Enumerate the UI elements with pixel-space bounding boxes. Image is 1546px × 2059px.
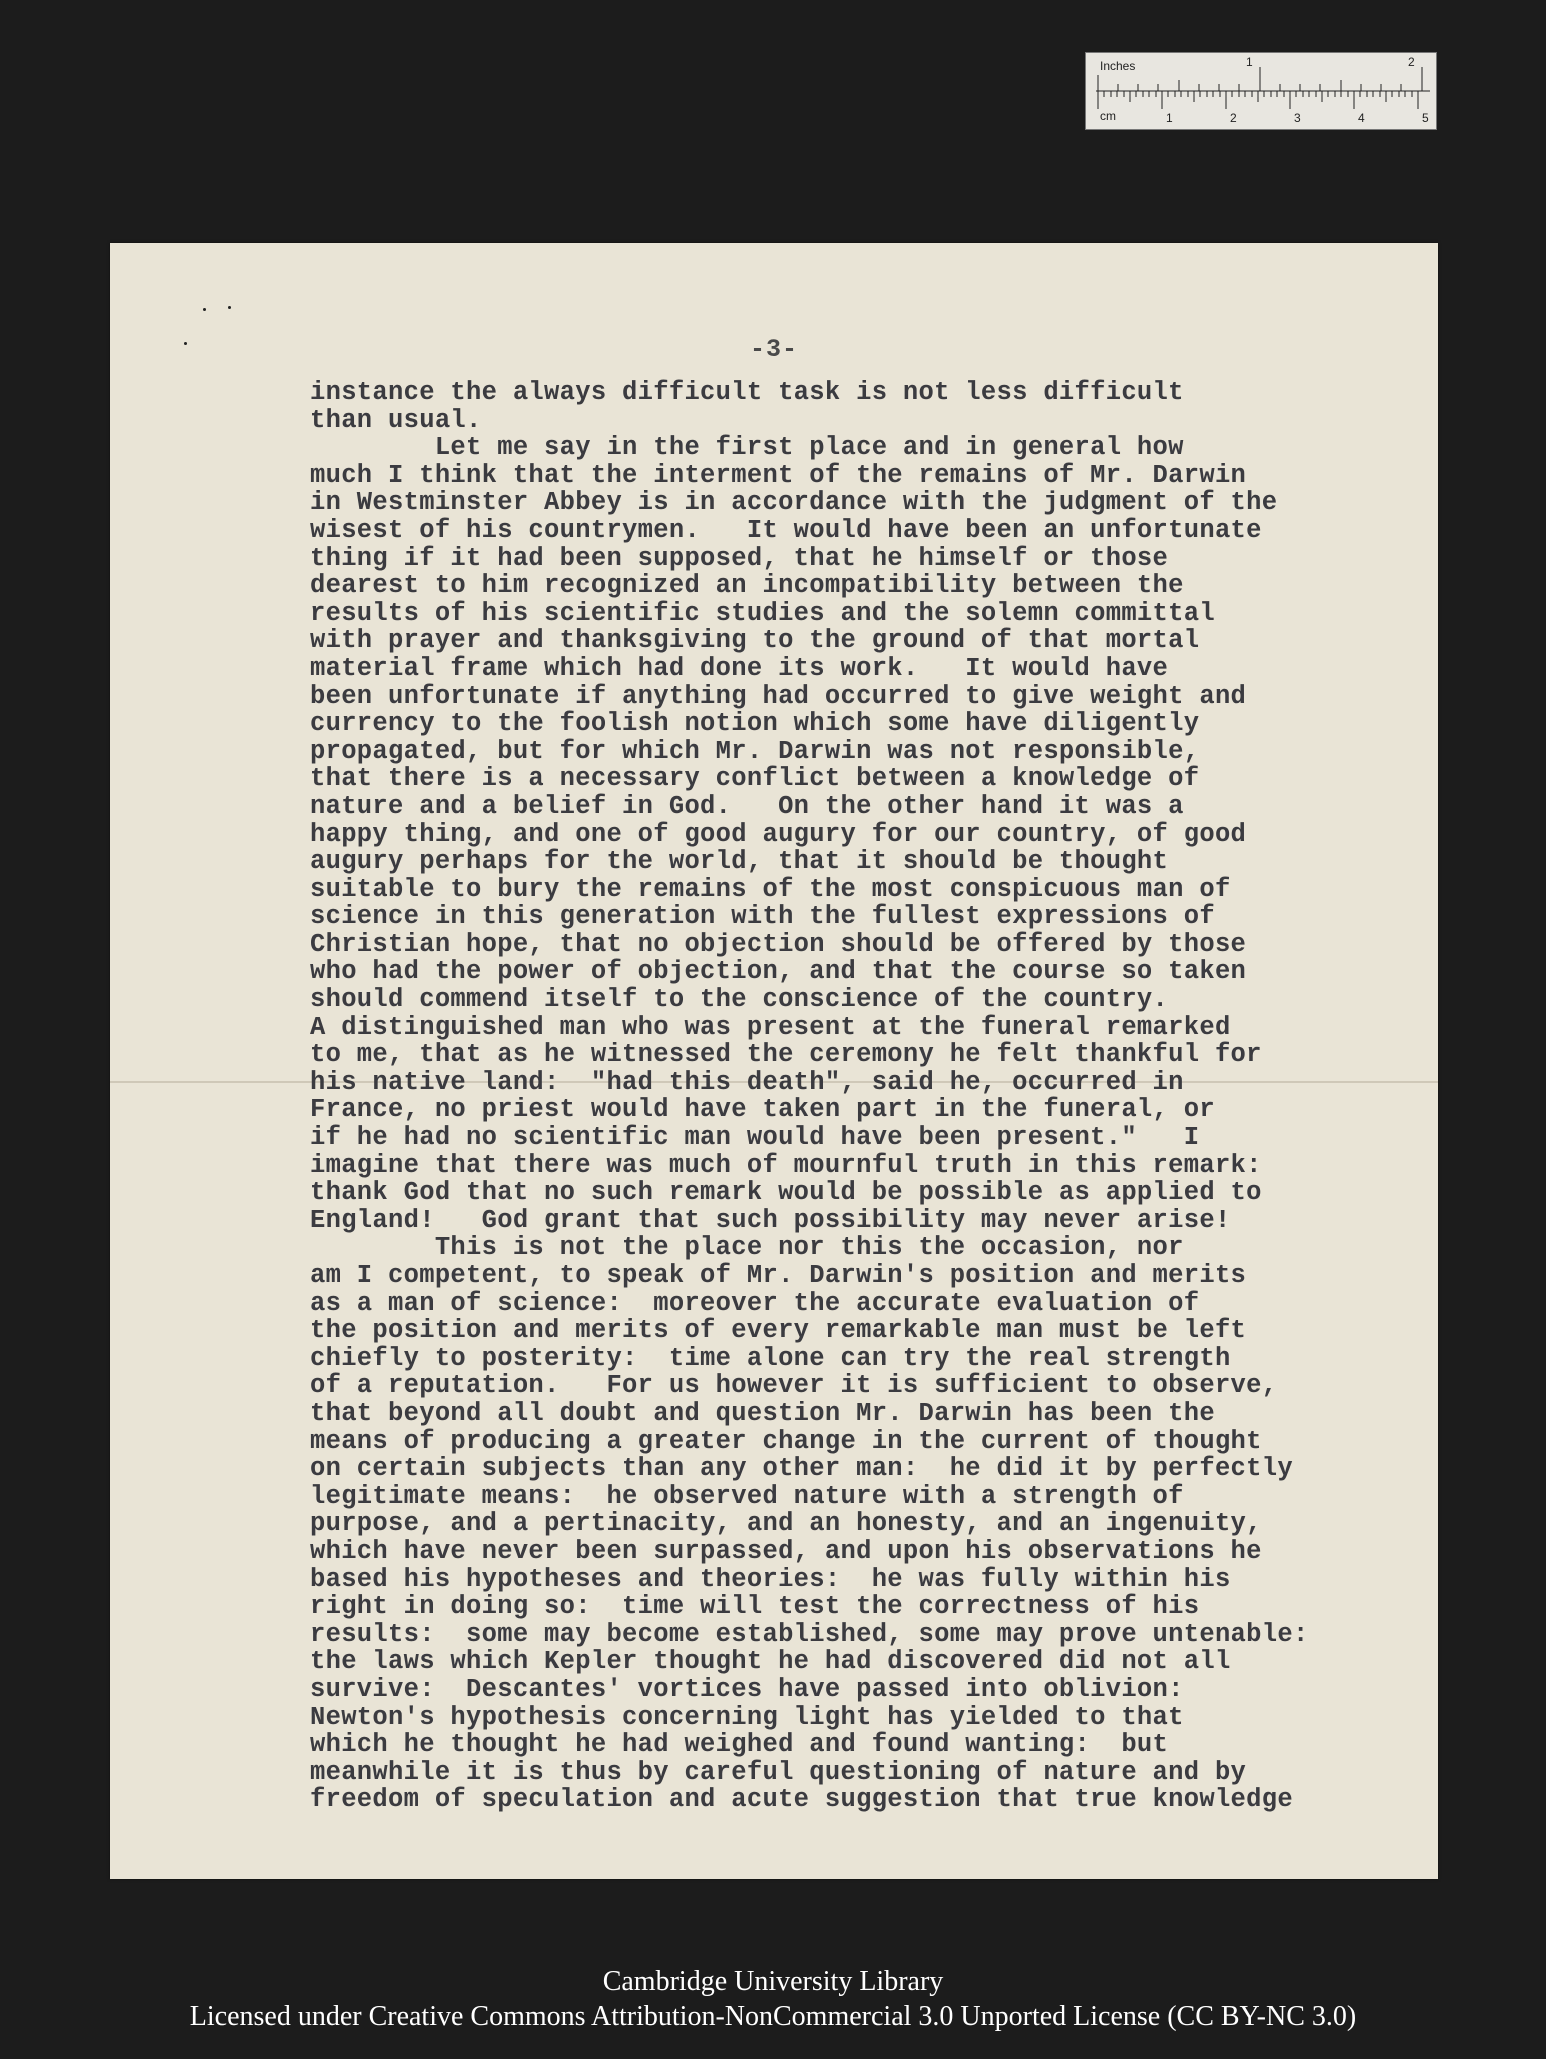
ruler-cm-label: cm <box>1100 109 1116 123</box>
typed-line: which he thought he had weighed and found wanting: but <box>310 1730 1169 1760</box>
typed-line: purpose, and a pertinacity, and an honesty, and an ingenuity, <box>310 1509 1262 1539</box>
typed-line: am I competent, to speak of Mr. Darwin's position and merits <box>310 1261 1247 1290</box>
typed-line: France, no priest would have taken part in the funeral, or <box>310 1095 1215 1125</box>
typed-line: in Westminster Abbey is in accordance with the judgment of the <box>310 488 1278 518</box>
typed-line: of a reputation. For us however it is sufficient to observe, <box>310 1371 1278 1401</box>
typed-line: A distinguished man who was present at the funeral remarked <box>310 1012 1231 1042</box>
typed-line: which have never been surpassed, and upon his observations he <box>310 1536 1262 1566</box>
typed-line: Newton's hypothesis concerning light has yielded to that <box>310 1702 1184 1732</box>
typed-line: freedom of speculation and acute suggestion that true knowledge <box>310 1785 1293 1815</box>
typed-line: Christian hope, that no objection should be offered by those <box>310 929 1247 959</box>
typed-line: much I think that the interment of the remains of Mr. Darwin <box>310 460 1247 490</box>
margin-ink-mark <box>203 308 206 311</box>
typed-line: meanwhile it is thus by careful questioning of nature and by <box>310 1757 1247 1787</box>
typed-line: that there is a necessary conflict between a knowledge of <box>310 764 1200 794</box>
typed-line: chiefly to posterity: time alone can try the real strength <box>310 1343 1231 1373</box>
typed-line: material frame which had done its work. It would have <box>310 653 1169 683</box>
typed-line: based his hypotheses and theories: he was fully within his <box>310 1564 1231 1594</box>
typed-line: currency to the foolish notion which some have diligently <box>310 709 1200 739</box>
ruler-inch-mark: 2 <box>1408 55 1415 69</box>
typed-line: imagine that there was much of mournful truth in this remark: <box>310 1150 1262 1180</box>
footer-library-name: Cambridge University Library <box>602 1966 944 1997</box>
typed-line: means of producing a greater change in the current of thought <box>310 1426 1262 1456</box>
typed-line: thing if it had been supposed, that he himself or those <box>310 543 1169 573</box>
typed-line: thank God that no such remark would be possible as applied to <box>310 1178 1262 1208</box>
typed-line: dearest to him recognized an incompatibility between the <box>310 571 1184 601</box>
typed-line: legitimate means: he observed nature with a strength of <box>310 1481 1184 1511</box>
typed-line: propagated, but for which Mr. Darwin was not responsible, <box>310 736 1200 766</box>
margin-ink-mark <box>228 306 231 309</box>
typed-line: instance the always difficult task is not less difficult <box>310 378 1184 407</box>
document-page <box>110 243 1438 1879</box>
ruler-cm-mark: 3 <box>1294 111 1301 125</box>
typed-line: to me, that as he witnessed the ceremony he felt thankful for <box>310 1040 1262 1070</box>
typed-line: This is not the place nor this the occasion, nor <box>310 1233 1184 1263</box>
typed-line: suitable to bury the remains of the most conspicuous man of <box>310 874 1231 904</box>
ruler-inch-mark: 1 <box>1246 55 1253 69</box>
typed-line: science in this generation with the fullest expressions of <box>310 902 1215 932</box>
ruler-cm-mark: 4 <box>1358 111 1365 125</box>
ruler-ticks <box>1086 53 1438 131</box>
ruler-cm-mark: 5 <box>1422 111 1429 125</box>
typed-line: nature and a belief in God. On the other hand it was a <box>310 791 1184 821</box>
typed-line: than usual. <box>310 405 482 435</box>
typed-line: wisest of his countrymen. It would have been an unfortunate <box>310 515 1262 545</box>
page-number: -3- <box>749 335 798 364</box>
typed-line: on certain subjects than any other man: he did it by perfectly <box>310 1454 1293 1484</box>
typed-line: augury perhaps for the world, that it should be thought <box>310 847 1169 877</box>
typed-line: that beyond all doubt and question Mr. Darwin has been the <box>310 1398 1215 1428</box>
typed-line: the laws which Kepler thought he had discovered did not all <box>310 1647 1231 1677</box>
ruler-cm-mark: 1 <box>1166 111 1173 125</box>
scale-ruler <box>1085 52 1437 130</box>
ruler-cm-mark: 2 <box>1230 111 1237 125</box>
typed-line: results of his scientific studies and the solemn committal <box>310 598 1215 628</box>
ruler-inches-label: Inches <box>1100 59 1136 73</box>
typed-line: Let me say in the first place and in general how <box>310 433 1184 463</box>
typed-line: his native land: "had this death", said he, occurred in <box>310 1067 1184 1097</box>
typed-line: happy thing, and one of good augury for our country, of good <box>310 819 1247 849</box>
typed-line: if he had no scientific man would have been present." I <box>310 1123 1200 1153</box>
typed-line: England! God grant that such possibility may never arise! <box>310 1205 1231 1235</box>
typed-line: with prayer and thanksgiving to the ground of that mortal <box>310 626 1200 656</box>
typed-line: as a man of science: moreover the accurate evaluation of <box>310 1288 1200 1318</box>
footer-license-text: Licensed under Creative Commons Attribution-NonCommercial 3.0 Unported License (CC BY-NC 3.0) <box>189 2001 1357 2032</box>
license-footer <box>0 1964 1546 2034</box>
typed-line: been unfortunate if anything had occurred to give weight and <box>310 681 1247 711</box>
typed-line: the position and merits of every remarkable man must be left <box>310 1316 1247 1346</box>
typed-line: who had the power of objection, and that the course so taken <box>310 957 1247 987</box>
typed-line: results: some may become established, some may prove untenable: <box>310 1619 1309 1649</box>
typed-line: should commend itself to the conscience of the country. <box>310 985 1169 1015</box>
typed-line: right in doing so: time will test the correctness of his <box>310 1592 1200 1622</box>
typed-line: survive: Descantes' vortices have passed into oblivion: <box>310 1674 1184 1704</box>
typed-body-text <box>310 379 1360 1814</box>
